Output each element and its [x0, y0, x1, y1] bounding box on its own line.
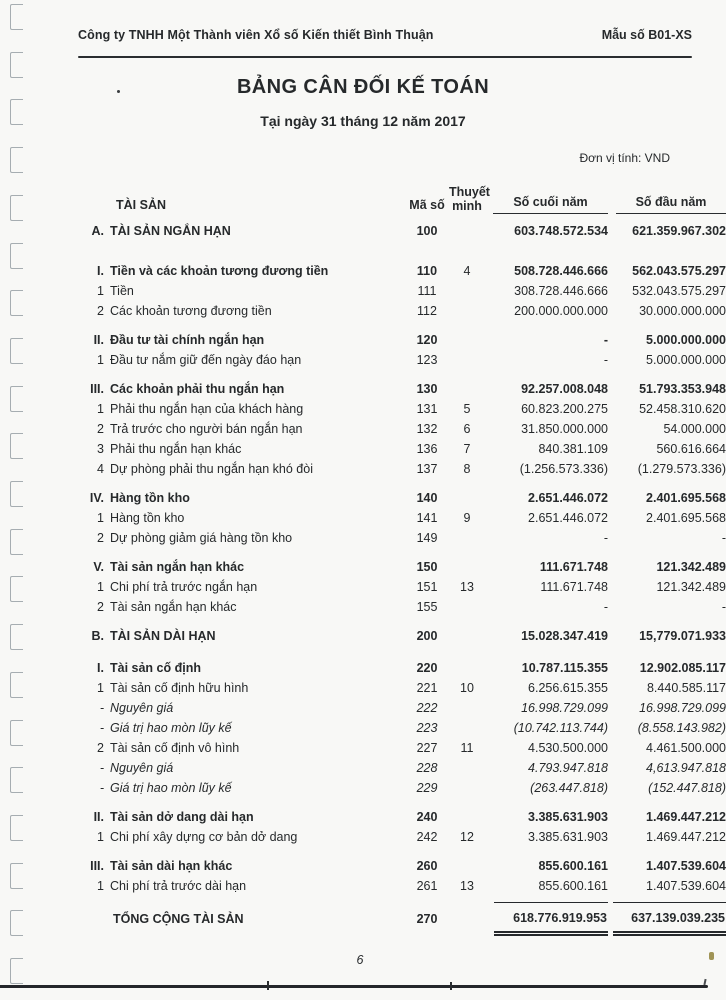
row-label: Tài sản dở dang dài hạn	[110, 810, 254, 824]
table-row	[0, 459, 726, 479]
row-label: Chi phí xây dựng cơ bản dở dang	[110, 830, 298, 844]
table-row	[0, 856, 726, 876]
row-end-year-value: 4.530.500.000	[528, 741, 608, 755]
row-code: 228	[416, 761, 438, 775]
binding-mark	[10, 147, 23, 173]
row-code: 261	[416, 879, 438, 893]
row-prefix: 2	[97, 531, 104, 545]
end-year-column-header: Số cuối năm	[485, 195, 608, 214]
row-note	[449, 330, 485, 350]
row-prefix: 2	[97, 741, 104, 755]
row-begin-year-value: 562.043.575.297	[632, 264, 726, 278]
row-begin-year-value: 1.469.447.212	[646, 830, 726, 844]
row-code: 260	[416, 859, 438, 873]
row-label: Dự phòng giảm giá hàng tồn kho	[110, 531, 293, 545]
row-prefix: 2	[97, 600, 104, 614]
row-label: Đầu tư nắm giữ đến ngày đáo hạn	[110, 353, 302, 367]
row-end-year-value: 855.600.161	[538, 879, 608, 893]
row-begin-year-value: 121.342.489	[656, 580, 726, 594]
balance-sheet-table	[0, 176, 726, 936]
row-end-year-value: -	[603, 600, 608, 614]
row-code: 240	[416, 810, 438, 824]
document-header	[78, 28, 692, 42]
row-label: Giá trị hao mòn lũy kế	[110, 721, 232, 735]
row-begin-year-value: 54.000.000	[663, 422, 726, 436]
table-row	[0, 698, 726, 718]
row-prefix: 1	[97, 284, 104, 298]
table-row	[0, 718, 726, 738]
row-note: 13	[460, 580, 474, 594]
row-begin-year-value: 1.407.539.604	[646, 859, 726, 873]
table-row	[0, 301, 726, 321]
table-row	[0, 330, 726, 350]
note-column-header	[449, 185, 490, 214]
row-end-year-value: -	[603, 353, 608, 367]
row-end-year-value: 4.793.947.818	[528, 761, 608, 775]
total-end-year-value: 618.776.919.953	[485, 902, 608, 936]
row-note: 6	[463, 422, 471, 436]
row-note	[449, 698, 485, 718]
row-label: Tài sản ngắn hạn khác	[110, 600, 237, 614]
row-end-year-value: 15.028.347.419	[521, 629, 608, 643]
scan-artifact-tick	[267, 981, 269, 990]
row-code: 130	[416, 382, 438, 396]
row-end-year-value: (10.742.113.744)	[513, 721, 608, 735]
table-row	[0, 827, 726, 847]
table-row	[0, 508, 726, 528]
row-label: Tài sản ngắn hạn khác	[110, 560, 245, 574]
row-prefix: I.	[97, 264, 104, 278]
table-row	[0, 439, 726, 459]
row-label: Nguyên giá	[110, 701, 174, 715]
row-label: TÀI SẢN NGẮN HẠN	[110, 224, 231, 238]
assets-column-header: TÀI SẢN	[116, 198, 166, 212]
row-prefix: II.	[93, 810, 104, 824]
row-end-year-value: (263.447.818)	[530, 781, 608, 795]
row-end-year-value: 3.385.631.903	[528, 810, 608, 824]
row-code: 149	[416, 531, 438, 545]
table-row	[0, 379, 726, 399]
table-body	[0, 214, 726, 896]
row-end-year-value: -	[603, 333, 608, 347]
table-row	[0, 488, 726, 508]
row-note: 8	[463, 462, 471, 476]
table-row	[0, 778, 726, 798]
row-label: Giá trị hao mòn lũy kế	[110, 781, 232, 795]
row-prefix: I.	[97, 661, 104, 675]
row-prefix: II.	[93, 333, 104, 347]
row-code: 140	[416, 491, 438, 505]
row-note: 9	[463, 511, 471, 525]
row-label: TÀI SẢN DÀI HẠN	[110, 629, 216, 643]
row-end-year-value: 2.651.446.072	[528, 511, 608, 525]
row-note	[449, 379, 485, 399]
row-label: Trả trước cho người bán ngắn hạn	[110, 422, 303, 436]
row-prefix: III.	[90, 382, 104, 396]
row-code: 141	[416, 511, 438, 525]
row-end-year-value: 855.600.161	[538, 859, 608, 873]
row-label: Nguyên giá	[110, 761, 174, 775]
table-row	[0, 626, 726, 646]
row-code: 100	[416, 224, 438, 238]
row-prefix: A.	[91, 224, 104, 238]
form-number: Mẫu số B01-XS	[601, 28, 692, 42]
row-code: 150	[416, 560, 438, 574]
row-begin-year-value: (8.558.143.982)	[637, 721, 726, 735]
row-end-year-value: 603.748.572.534	[514, 224, 608, 238]
row-end-year-value: 16.998.729.099	[521, 701, 608, 715]
row-end-year-value: 2.651.446.072	[528, 491, 608, 505]
document-date: Tại ngày 31 tháng 12 năm 2017	[260, 113, 466, 129]
row-note	[449, 281, 485, 301]
row-begin-year-value: 621.359.967.302	[632, 224, 726, 238]
table-row	[0, 528, 726, 548]
table-row	[0, 419, 726, 439]
row-prefix: -	[99, 761, 104, 775]
row-note	[449, 350, 485, 370]
row-code: 136	[416, 442, 438, 456]
row-note: 7	[463, 442, 471, 456]
row-begin-year-value: 16.998.729.099	[639, 701, 726, 715]
row-code: 229	[416, 781, 438, 795]
table-row	[0, 350, 726, 370]
row-end-year-value: 31.850.000.000	[521, 422, 608, 436]
row-note	[449, 626, 485, 646]
row-end-year-value: 60.823.200.275	[521, 402, 608, 416]
document-title: BẢNG CÂN ĐỐI KẾ TOÁN	[236, 76, 490, 98]
row-begin-year-value: 2.401.695.568	[646, 511, 726, 525]
company-name: Công ty TNHH Một Thành viên Xổ số Kiến thiết Bình Thuận	[78, 28, 434, 42]
row-prefix: 2	[97, 422, 104, 436]
row-begin-year-value: 15,779.071.933	[639, 629, 726, 643]
row-begin-year-value: 560.616.664	[656, 442, 726, 456]
row-label: Các khoản tương đương tiền	[110, 304, 272, 318]
row-note	[449, 807, 485, 827]
row-note: 12	[460, 830, 474, 844]
row-note	[449, 856, 485, 876]
scan-bottom-edge	[0, 985, 708, 988]
row-code: 155	[416, 600, 438, 614]
row-note: 10	[460, 681, 474, 695]
table-row	[0, 807, 726, 827]
table-row	[0, 557, 726, 577]
row-prefix: 1	[97, 402, 104, 416]
row-begin-year-value: -	[721, 600, 726, 614]
row-prefix: 1	[97, 830, 104, 844]
row-prefix: -	[99, 701, 104, 715]
row-code: 112	[417, 304, 437, 318]
row-code: 132	[416, 422, 438, 436]
row-code: 222	[416, 701, 438, 715]
row-label: Tài sản cố định vô hình	[110, 741, 240, 755]
row-label: Tiền và các khoản tương đương tiền	[110, 264, 329, 278]
binding-mark	[10, 4, 23, 30]
row-end-year-value: 6.256.615.355	[528, 681, 608, 695]
row-begin-year-value: 30.000.000.000	[639, 304, 726, 318]
table-row	[0, 577, 726, 597]
row-label: Chi phí trả trước ngắn hạn	[110, 580, 258, 594]
page-number: 6	[356, 953, 364, 967]
total-code: 270	[416, 912, 438, 926]
total-begin-year-value: 637.139.039.235	[608, 902, 726, 936]
row-end-year-value: 508.728.446.666	[514, 264, 608, 278]
table-row	[0, 876, 726, 896]
row-end-year-value: 840.381.109	[538, 442, 608, 456]
row-prefix: 1	[97, 879, 104, 893]
table-row	[0, 281, 726, 301]
row-code: 137	[416, 462, 438, 476]
row-label: Tài sản cố định	[110, 661, 201, 675]
row-end-year-value: 111.671.748	[540, 580, 608, 594]
row-note: 4	[463, 264, 471, 278]
scan-artifact-mark	[709, 952, 714, 960]
row-end-year-value: 111.671.748	[539, 560, 608, 574]
currency-unit-label: Đơn vị tính: VND	[579, 151, 670, 165]
row-note	[449, 488, 485, 508]
row-prefix: -	[99, 721, 104, 735]
row-note	[449, 758, 485, 778]
row-prefix: 1	[97, 681, 104, 695]
table-row	[0, 738, 726, 758]
row-label: Tiền	[110, 284, 134, 298]
row-code: 111	[417, 284, 437, 298]
row-begin-year-value: -	[721, 531, 726, 545]
total-label: TỔNG CỘNG TÀI SẢN	[113, 912, 244, 926]
row-code: 221	[416, 681, 438, 695]
row-note	[449, 718, 485, 738]
row-note: 11	[460, 741, 474, 755]
row-prefix: IV.	[89, 491, 104, 505]
row-begin-year-value: 8.440.585.117	[646, 681, 726, 695]
row-code: 120	[416, 333, 438, 347]
row-code: 242	[416, 830, 438, 844]
row-begin-year-value: 532.043.575.297	[632, 284, 726, 298]
row-prefix: V.	[93, 560, 104, 574]
row-begin-year-value: 1.469.447.212	[646, 810, 726, 824]
row-begin-year-value: (1.279.573.336)	[637, 462, 726, 476]
row-label: Hàng tồn kho	[110, 491, 190, 505]
row-code: 200	[416, 629, 438, 643]
row-begin-year-value: 4,613.947.818	[646, 761, 726, 775]
row-prefix: III.	[90, 859, 104, 873]
row-code: 151	[416, 580, 438, 594]
row-begin-year-value: 12.902.085.117	[639, 661, 726, 675]
table-row	[0, 758, 726, 778]
row-prefix: B.	[91, 629, 104, 643]
table-row	[0, 597, 726, 617]
row-note	[449, 557, 485, 577]
row-note	[449, 221, 485, 241]
row-label: Các khoản phải thu ngắn hạn	[110, 382, 285, 396]
row-begin-year-value: 52.458.310.620	[639, 402, 726, 416]
row-prefix: 1	[97, 580, 104, 594]
row-note	[449, 778, 485, 798]
row-begin-year-value: (152.447.818)	[648, 781, 726, 795]
row-prefix: -	[99, 781, 104, 795]
row-note	[449, 597, 485, 617]
row-code: 220	[416, 661, 438, 675]
row-begin-year-value: 5.000.000.000	[646, 353, 726, 367]
row-note	[449, 658, 485, 678]
row-label: Chi phí trả trước dài hạn	[110, 879, 247, 893]
row-begin-year-value: 5.000.000.000	[646, 333, 726, 347]
row-end-year-value: (1.256.573.336)	[519, 462, 608, 476]
table-row	[0, 678, 726, 698]
table-row	[0, 221, 726, 241]
table-row	[0, 261, 726, 281]
row-label: Phải thu ngắn hạn khác	[110, 442, 242, 456]
row-prefix: 1	[97, 511, 104, 525]
total-row	[0, 902, 726, 936]
row-end-year-value: 200.000.000.000	[514, 304, 608, 318]
row-label: Tài sản cố định hữu hình	[110, 681, 249, 695]
row-begin-year-value: 51.793.353.948	[639, 382, 726, 396]
row-code: 110	[416, 264, 438, 278]
row-prefix: 2	[97, 304, 104, 318]
scan-artifact-tick	[450, 982, 452, 990]
row-label: Dự phòng phải thu ngắn hạn khó đòi	[110, 462, 313, 476]
row-label: Hàng tồn kho	[110, 511, 185, 525]
header-rule	[78, 56, 692, 58]
row-code: 131	[416, 402, 438, 416]
row-note	[449, 528, 485, 548]
note-header-line2: minh	[452, 199, 482, 213]
row-code: 223	[416, 721, 438, 735]
row-code: 227	[416, 741, 438, 755]
row-prefix: 1	[97, 353, 104, 367]
row-end-year-value: 92.257.008.048	[521, 382, 608, 396]
row-begin-year-value: 4.461.500.000	[646, 741, 726, 755]
table-row	[0, 658, 726, 678]
row-code: 123	[416, 353, 438, 367]
table-header-row	[0, 176, 726, 214]
table-row	[0, 399, 726, 419]
row-end-year-value: 3.385.631.903	[528, 830, 608, 844]
row-prefix: 4	[97, 462, 104, 476]
row-note: 5	[463, 402, 471, 416]
row-end-year-value: 10.787.115.355	[521, 661, 608, 675]
row-label: Đầu tư tài chính ngắn hạn	[110, 333, 265, 347]
row-label: Tài sản dài hạn khác	[110, 859, 233, 873]
row-note	[449, 301, 485, 321]
row-label: Phải thu ngắn hạn của khách hàng	[110, 402, 304, 416]
binding-mark	[10, 52, 23, 78]
row-note: 13	[460, 879, 474, 893]
code-column-header: Mã số	[409, 198, 445, 212]
begin-year-column-header: Số đầu năm	[608, 195, 726, 214]
row-end-year-value: -	[603, 531, 608, 545]
row-begin-year-value: 2.401.695.568	[646, 491, 726, 505]
row-begin-year-value: 121.342.489	[656, 560, 726, 574]
row-end-year-value: 308.728.446.666	[514, 284, 608, 298]
note-header-line1: Thuyết	[449, 185, 490, 199]
row-begin-year-value: 1.407.539.604	[646, 879, 726, 893]
row-prefix: 3	[97, 442, 104, 456]
